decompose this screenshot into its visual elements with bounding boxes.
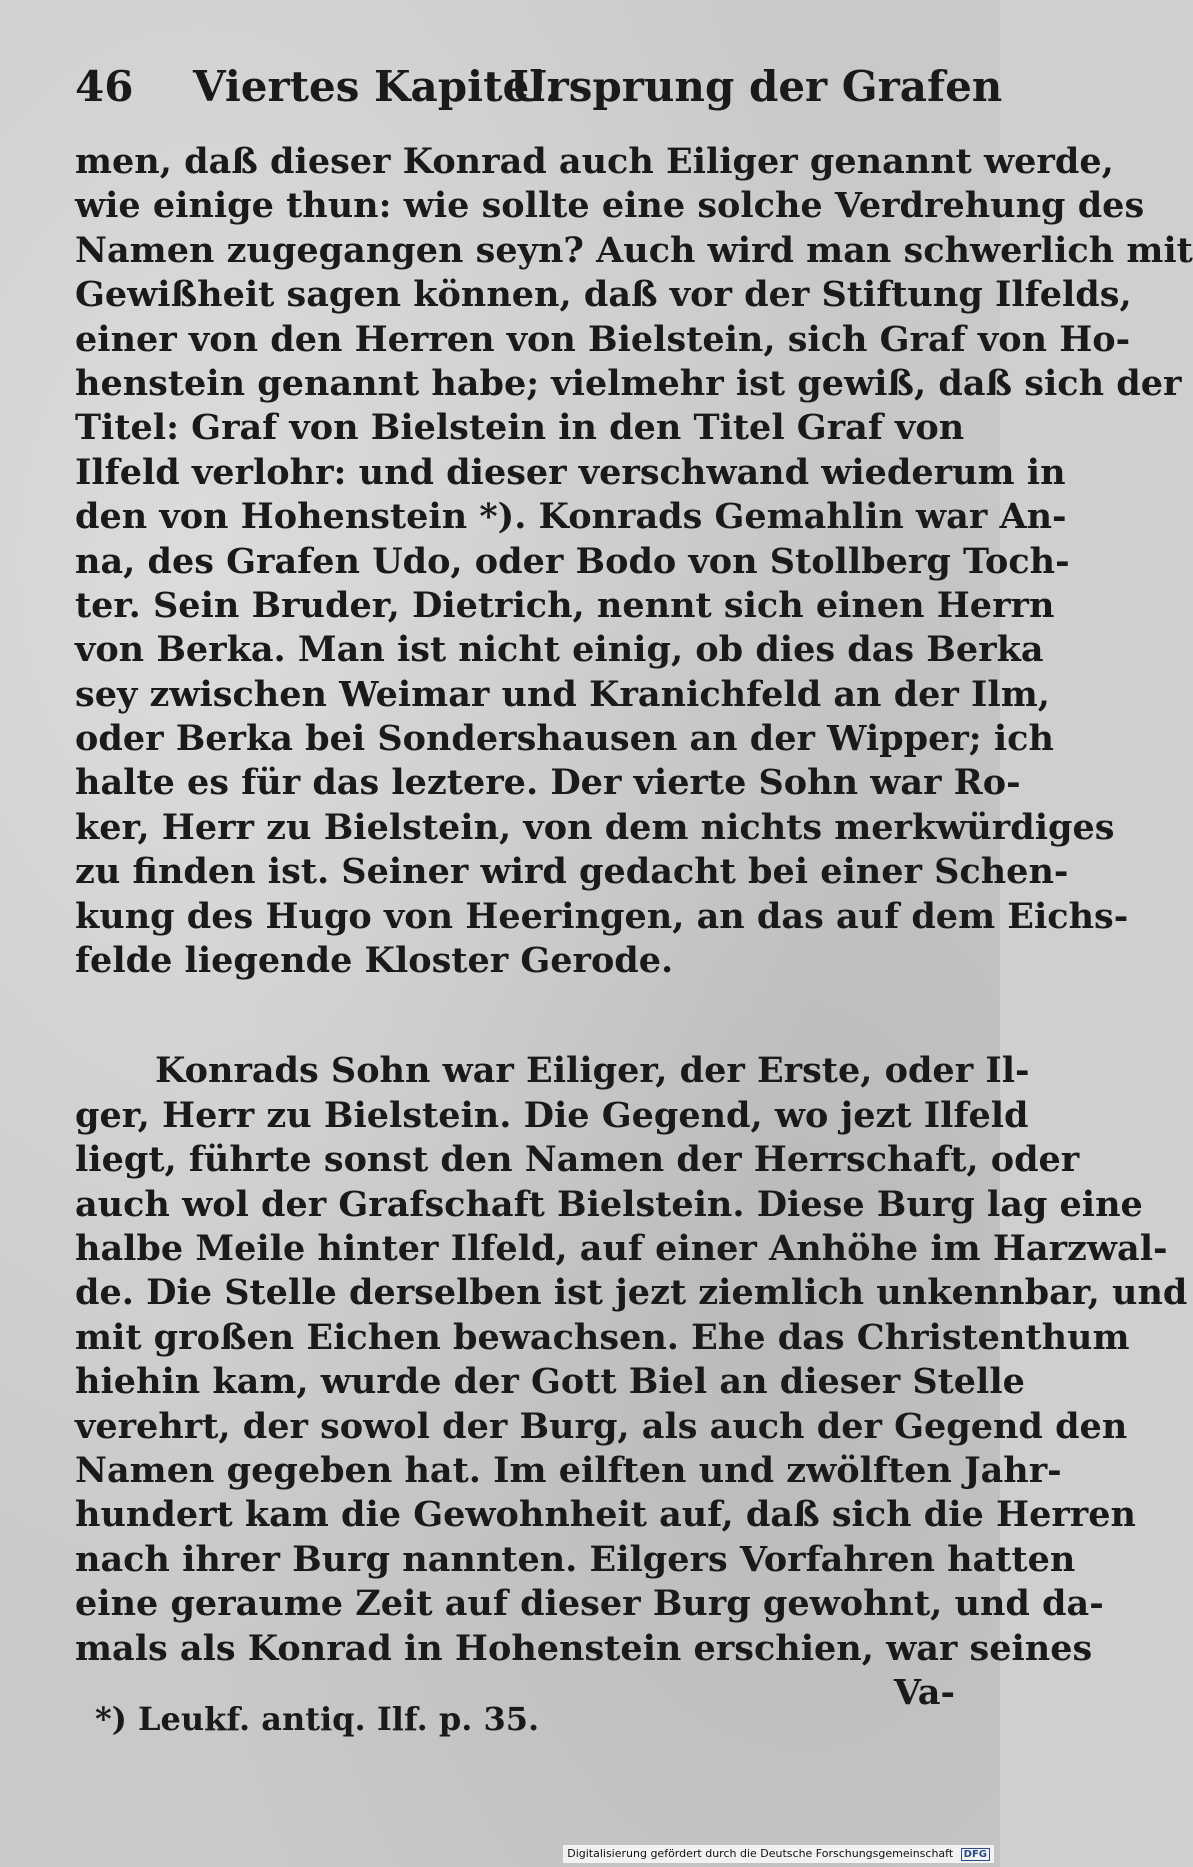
text-line: felde liegende Kloster Gerode.: [75, 940, 674, 982]
text-line: halbe Meile hinter Ilfeld, auf einer Anhöhe im Harzwal-: [75, 1227, 1168, 1269]
page-number: 46: [75, 62, 134, 111]
text-line: halte es für das leztere. Der vierte Sohn war Ro-: [75, 762, 1021, 804]
text-line: Namen gegeben hat. Im eilften und zwölften Jahr-: [75, 1449, 1062, 1491]
text-line: zu finden ist. Seiner wird gedacht bei einer Schen-: [75, 851, 1069, 893]
text-line: kung des Hugo von Heeringen, an das auf dem Eichs-: [75, 895, 1129, 937]
text-line: auch wol der Grafschaft Bielstein. Diese Burg lag eine: [75, 1183, 1143, 1225]
text-line: Konrads Sohn war Eiliger, der Erste, oder Il-: [155, 1050, 1030, 1092]
text-line: mit großen Eichen bewachsen. Ehe das Christenthum: [75, 1316, 1130, 1358]
text-line: den von Hohenstein *). Konrads Gemahlin war An-: [75, 496, 1067, 538]
text-line: ter. Sein Bruder, Dietrich, nennt sich einen Herrn: [75, 584, 1055, 626]
text-line: hundert kam die Gewohnheit auf, daß sich die Herren: [75, 1494, 1136, 1536]
credit-text: Digitalisierung gefördert durch die Deutsche Forschungsgemeinschaft: [567, 1847, 954, 1860]
paragraph-1: [75, 140, 1193, 983]
text-line: ker, Herr zu Bielstein, von dem nichts merkwürdiges: [75, 806, 1115, 848]
paragraph-2: [75, 1049, 1188, 1670]
text-line: henstein genannt habe; vielmehr ist gewiß, daß sich der: [75, 362, 1182, 404]
text-line: von Berka. Man ist nicht einig, ob dies das Berka: [75, 629, 1044, 671]
text-line: Titel: Graf von Bielstein in den Titel Graf von: [75, 407, 965, 449]
text-line: Ilfeld verlohr: und dieser verschwand wiederum in: [75, 451, 1066, 493]
text-line: sey zwischen Weimar und Kranichfeld an der Ilm,: [75, 673, 1050, 715]
digitization-credit: [563, 1845, 994, 1863]
text-line: men, daß dieser Konrad auch Eiliger genannt werde,: [75, 141, 1114, 182]
footnote: *) Leukf. antiq. Ilf. p. 35.: [95, 1700, 540, 1738]
text-line: Namen zugegangen seyn? Auch wird man schwerlich mit: [75, 229, 1193, 271]
running-title: Ursprung der Grafen: [510, 62, 1003, 111]
text-line: liegt, führte sonst den Namen der Herrschaft, oder: [75, 1139, 1080, 1181]
text-line: nach ihrer Burg nannten. Eilgers Vorfahren hatten: [75, 1538, 1076, 1580]
text-line: hiehin kam, wurde der Gott Biel an dieser Stelle: [75, 1361, 1025, 1403]
text-line: wie einige thun: wie sollte eine solche Verdrehung des: [75, 185, 1145, 227]
text-line: verehrt, der sowol der Burg, als auch der Gegend den: [75, 1405, 1128, 1447]
chapter-title: Viertes Kapitel.: [193, 62, 560, 111]
text-line: de. Die Stelle derselben ist jezt ziemlich unkennbar, und: [75, 1272, 1188, 1314]
text-line: eine geraume Zeit auf dieser Burg gewohnt, und da-: [75, 1583, 1104, 1625]
catchword: Va-: [893, 1671, 955, 1713]
page-body: [75, 140, 1193, 1715]
paragraph-gap: [75, 983, 955, 1049]
page-header: [75, 62, 1003, 122]
text-line: oder Berka bei Sondershausen an der Wipper; ich: [75, 718, 1054, 760]
text-line: mals als Konrad in Hohenstein erschien, war seines: [75, 1627, 1093, 1669]
dfg-logo-icon: DFG: [961, 1848, 990, 1861]
text-line: na, des Grafen Udo, oder Bodo von Stollberg Toch-: [75, 540, 1070, 582]
text-line: einer von den Herren von Bielstein, sich Graf von Ho-: [75, 318, 1131, 360]
text-line: Gewißheit sagen können, daß vor der Stiftung Ilfelds,: [75, 274, 1132, 316]
text-line: ger, Herr zu Bielstein. Die Gegend, wo jezt Ilfeld: [75, 1094, 1029, 1136]
